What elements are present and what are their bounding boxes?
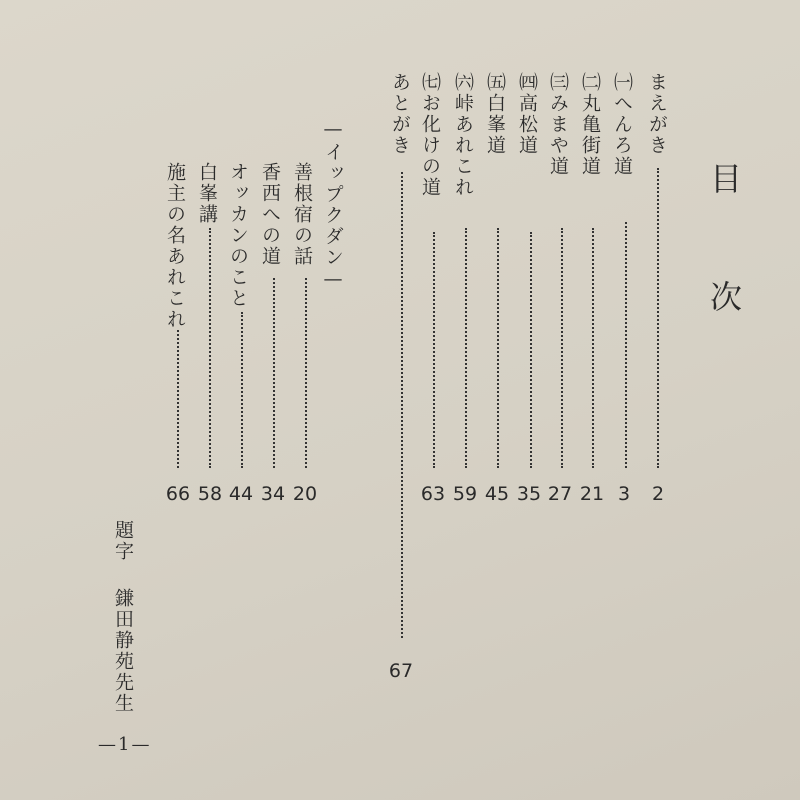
leader-dots	[177, 330, 179, 468]
toc-entry-touge[interactable]: ㈥峠あれこれ	[452, 72, 474, 198]
page-folio: —1—	[98, 734, 152, 755]
leader-dots	[497, 228, 499, 468]
page-number: 44	[228, 483, 254, 505]
page-number: 58	[197, 483, 223, 505]
leader-dots	[592, 228, 594, 468]
page-number: 3	[617, 483, 631, 505]
leader-dots	[305, 278, 307, 468]
toc-entry-okkan[interactable]: オッカンのこと	[227, 162, 249, 309]
leader-dots	[273, 278, 275, 468]
toc-entry-zenkonyado[interactable]: 善根宿の話	[291, 162, 313, 267]
page-number: 20	[292, 483, 318, 505]
leader-dots	[530, 232, 532, 468]
toc-entry-marugame[interactable]: ㈡丸亀街道	[579, 72, 601, 177]
page-number: 63	[420, 483, 446, 505]
page-number: 35	[516, 483, 542, 505]
toc-entry-obake[interactable]: ㈦お化けの道	[419, 72, 441, 198]
page-number: 27	[547, 483, 573, 505]
page-number: 34	[260, 483, 286, 505]
page-number: 67	[388, 660, 414, 682]
title-me: 目	[705, 162, 743, 194]
page-number: 66	[165, 483, 191, 505]
page-number: 2	[651, 483, 665, 505]
toc-entry-atogaki[interactable]: あとがき	[389, 72, 411, 156]
toc-entry-henro[interactable]: ㈠へんろ道	[611, 72, 633, 177]
toc-entry-mimaya[interactable]: ㈢みまや道	[547, 72, 569, 177]
toc-entry-seshu[interactable]: 施主の名あれこれ	[164, 162, 186, 330]
section-heading: —イップクダン—	[322, 118, 344, 292]
leader-dots	[241, 312, 243, 468]
page-number: 21	[579, 483, 605, 505]
toc-entry-shiramine[interactable]: ㈤白峯道	[484, 72, 506, 156]
credit-name: 鎌田静苑先生	[112, 588, 134, 714]
leader-dots	[561, 228, 563, 468]
page-number: 45	[484, 483, 510, 505]
toc-entry-maegaki[interactable]: まえがき	[646, 72, 668, 156]
page-number: 59	[452, 483, 478, 505]
leader-dots	[433, 232, 435, 468]
title-ji: 次	[705, 280, 743, 312]
leader-dots	[657, 168, 659, 468]
leader-dots	[209, 228, 211, 468]
credit-label: 題字	[112, 520, 134, 562]
toc-entry-takamatsu[interactable]: ㈣高松道	[516, 72, 538, 156]
leader-dots	[625, 222, 627, 468]
toc-entry-shiramineko[interactable]: 白峯講	[196, 162, 218, 225]
leader-dots	[465, 228, 467, 468]
toc-entry-kouzai[interactable]: 香西への道	[259, 162, 281, 267]
leader-dots	[401, 172, 403, 638]
